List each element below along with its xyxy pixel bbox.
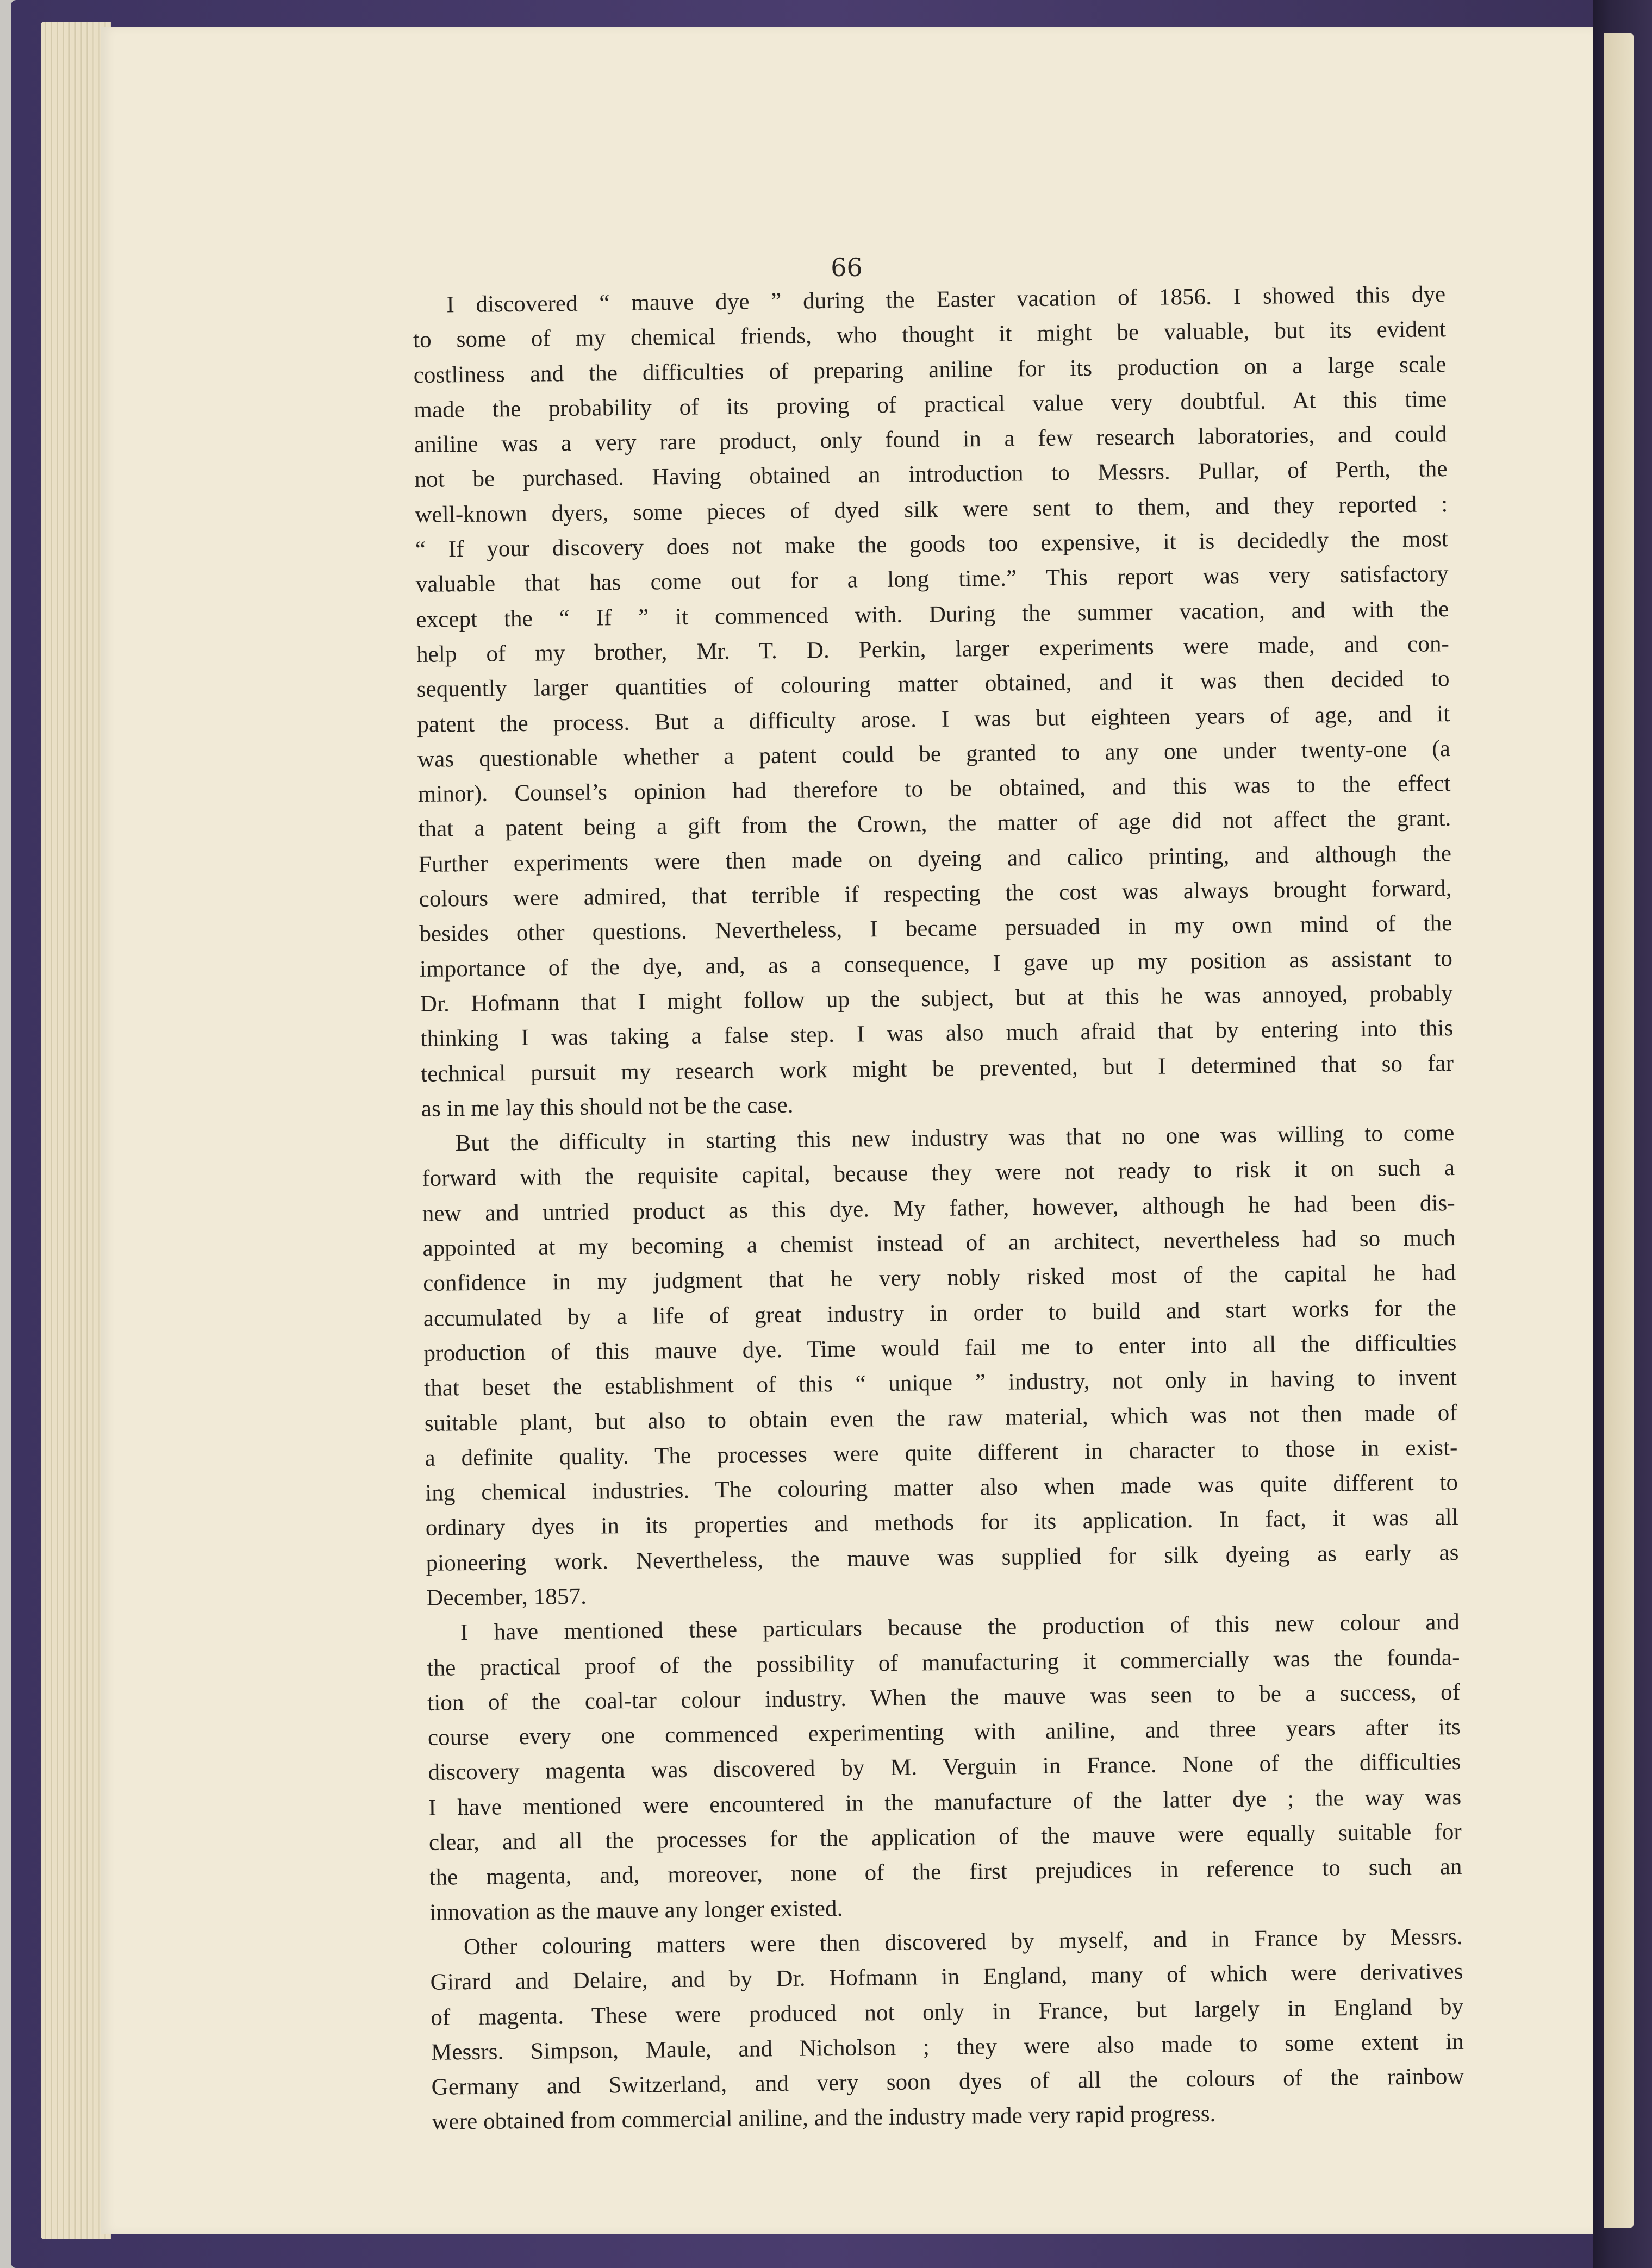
body-text bbox=[413, 277, 1465, 2140]
text-line: except the “ If ” it commenced with. During the summer vacation, and with the bbox=[416, 596, 1449, 633]
text-line: Dr. Hofmann that I might follow up the subject, but at this he was annoyed, probably bbox=[420, 980, 1453, 1017]
text-line: that a patent being a gift from the Crown, the matter of age did not affect the grant. bbox=[418, 805, 1451, 842]
text-line: well-known dyers, some pieces of dyed silk were sent to them, and they reported : bbox=[415, 491, 1448, 528]
text-line: “ If your discovery does not make the goods too expensive, it is decidedly the most bbox=[415, 526, 1449, 563]
text-line: made the probability of its proving of practical value very doubtful. At this time bbox=[414, 386, 1447, 423]
text-line: discovery magenta was discovered by M. Verguin in France. None of the difficulties bbox=[428, 1749, 1461, 1786]
text-line: as in me lay this should not be the case. bbox=[421, 1092, 794, 1122]
text-line: tion of the coal-tar colour industry. When the mauve was seen to be a success, of bbox=[427, 1679, 1461, 1716]
text-line: a definite quality. The processes were quite different in character to those in exist- bbox=[425, 1434, 1458, 1471]
text-line: I have mentioned these particulars because the production of this new colour and bbox=[460, 1609, 1460, 1646]
text-line: production of this mauve dye. Time would fail me to enter into all the difficulties bbox=[423, 1329, 1457, 1366]
text-line: not be purchased. Having obtained an introduction to Messrs. Pullar, of Perth, the bbox=[414, 456, 1448, 493]
text-line: December, 1857. bbox=[426, 1583, 587, 1611]
text-line: valuable that has come out for a long time.” This report was very satisfactory bbox=[415, 561, 1449, 598]
text-line: was questionable whether a patent could be granted to any one under twenty-one (a bbox=[417, 735, 1451, 772]
text-line: pioneering work. Nevertheless, the mauve was supplied for silk dyeing as early as bbox=[426, 1539, 1459, 1576]
text-line: Germany and Switzerland, and very soon dyes of all the colours of the rainbow bbox=[431, 2064, 1464, 2100]
page-number: 66 bbox=[831, 253, 863, 282]
text-line: Other colouring matters were then discovered by myself, and in France by Messrs. bbox=[463, 1923, 1463, 1960]
text-line: the practical proof of the possibility of manufacturing it commercially was the founda- bbox=[427, 1644, 1460, 1681]
text-line: sequently larger quantities of colouring matter obtained, and it was then decided to bbox=[416, 666, 1450, 703]
text-line: suitable plant, but also to obtain even the raw material, which was not then made of bbox=[424, 1399, 1458, 1436]
text-line: I discovered “ mauve dye ” during the Easter vacation of 1856. I showed this dye bbox=[446, 282, 1446, 318]
text-line: were obtained from commercial aniline, and the industry made very rapid progress. bbox=[432, 2101, 1216, 2135]
text-line: But the difficulty in starting this new industry was that no one was willing to come bbox=[455, 1120, 1455, 1157]
text-line: of magenta. These were produced not only in France, but largely in England by bbox=[431, 1994, 1464, 2030]
text-line: to some of my chemical friends, who thought it might be valuable, but its evident bbox=[413, 316, 1447, 353]
text-line: Further experiments were then made on dyeing and calico printing, and although the bbox=[418, 840, 1452, 877]
text-line: clear, and all the processes for the application of the mauve were equally suitable for bbox=[428, 1819, 1462, 1855]
text-line: course every one commenced experimenting with aniline, and three years after its bbox=[427, 1714, 1461, 1751]
text-line: help of my brother, Mr. T. D. Perkin, larger experiments were made, and con- bbox=[416, 631, 1450, 667]
next-page-sliver bbox=[1604, 33, 1634, 2228]
text-line: Girard and Delaire, and by Dr. Hofmann in England, many of which were derivatives bbox=[430, 1959, 1463, 1996]
text-line: appointed at my becoming a chemist instead of an architect, nevertheless had so much bbox=[422, 1225, 1456, 1261]
text-line: confidence in my judgment that he very nobly risked most of the capital he had bbox=[422, 1260, 1456, 1297]
text-line: I have mentioned were encountered in the manufacture of the latter dye ; the way was bbox=[428, 1784, 1462, 1821]
text-line: aniline was a very rare product, only found in a few research laboratories, and could bbox=[414, 421, 1448, 458]
text-line: patent the process. But a difficulty arose. I was but eighteen years of age, and it bbox=[417, 701, 1450, 738]
text-line: minor). Counsel’s opinion had therefore to be obtained, and this was to the effect bbox=[417, 771, 1451, 808]
text-line: technical pursuit my research work might be prevented, but I determined that so far bbox=[420, 1050, 1454, 1087]
text-line: colours were admired, that terrible if respecting the cost was always brought forward, bbox=[419, 876, 1452, 912]
text-line: ing chemical industries. The colouring matter also when made was quite different to bbox=[425, 1470, 1458, 1506]
text-line: accumulated by a life of great industry in order to build and start works for the bbox=[423, 1295, 1456, 1332]
text-line: costliness and the difficulties of preparing aniline for its production on a large scale bbox=[413, 351, 1447, 388]
text-line: innovation as the mauve any longer existed. bbox=[429, 1895, 843, 1926]
text-line: new and untried product as this dye. My father, however, although he had been dis- bbox=[422, 1190, 1455, 1227]
text-line: ordinary dyes in its properties and methods for its application. In fact, it was all bbox=[425, 1504, 1459, 1541]
text-line: forward with the requisite capital, because they were not ready to risk it on such a bbox=[421, 1155, 1455, 1192]
text-line: that beset the establishment of this “ unique ” industry, not only in having to invent bbox=[423, 1365, 1457, 1402]
text-line: the magenta, and, moreover, none of the first prejudices in reference to such an bbox=[429, 1854, 1462, 1891]
text-line: Messrs. Simpson, Maule, and Nicholson ; they were also made to some extent in bbox=[431, 2028, 1464, 2065]
text-line: thinking I was taking a false step. I was also much afraid that by entering into this bbox=[420, 1015, 1454, 1052]
text-line: besides other questions. Nevertheless, I became persuaded in my own mind of the bbox=[419, 910, 1452, 947]
text-line: importance of the dye, and, as a consequence, I gave up my position as assistant to bbox=[419, 945, 1453, 982]
